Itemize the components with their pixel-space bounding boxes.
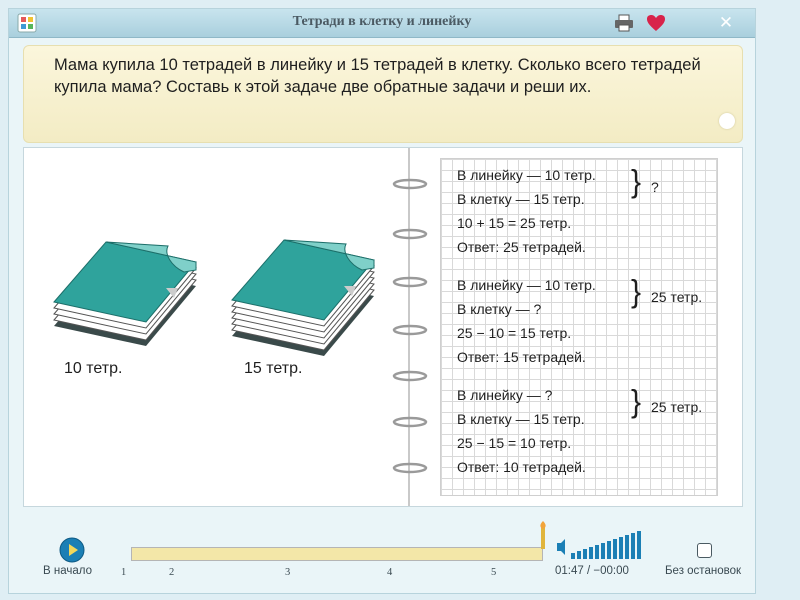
window-title: Тетради в клетку и линейку (292, 14, 472, 29)
brace: } (631, 274, 642, 310)
no-stop-checkbox[interactable] (697, 543, 712, 558)
spiral-ring (392, 228, 428, 240)
spiral-ring (392, 324, 428, 336)
timeline-tick[interactable]: 1 (121, 567, 127, 578)
solution-line: 10 + 15 = 25 тетр. (457, 215, 572, 231)
spiral-ring (392, 416, 428, 428)
app-window (8, 8, 756, 594)
close-button[interactable] (715, 13, 737, 33)
brace-label: 25 тетр. (651, 399, 703, 415)
solution-line: 25 − 10 = 15 тетр. (457, 325, 572, 341)
spiral-ring (392, 462, 428, 474)
solution-line: В линейку — ? (457, 387, 553, 403)
notebook-label-10: 10 тетр. (64, 360, 123, 377)
brace-label: ? (651, 179, 659, 195)
heart-icon (646, 14, 666, 32)
close-icon: ✕ (718, 13, 734, 32)
no-stop-label: Без остановок (665, 565, 741, 577)
solution-line: Ответ: 15 тетрадей. (457, 349, 586, 365)
spiral-ring (392, 370, 428, 382)
timeline-tick[interactable]: 5 (491, 567, 497, 578)
home-label: В начало (43, 565, 92, 577)
favorite-button[interactable] (645, 13, 667, 33)
timeline-tick[interactable]: 2 (169, 567, 175, 578)
timeline-track[interactable] (131, 547, 543, 561)
solution-line: Ответ: 25 тетрадей. (457, 239, 586, 255)
work-area (23, 147, 743, 507)
brace: } (631, 384, 642, 420)
task-panel (23, 45, 743, 143)
spiral-ring (392, 178, 428, 190)
brace-label: 25 тетр. (651, 289, 703, 305)
task-text: Мама купила 10 тетрадей в линейку и 15 тетрадей в клетку. Сколько всего тетрадей купила мама? Составь к этой задаче две обратные задачи и реши их. (54, 56, 701, 96)
task-marker-dot (719, 113, 735, 129)
solution-grid (440, 158, 718, 496)
solution-line: 25 − 15 = 10 тетр. (457, 435, 572, 451)
solution-line: В клетку — 15 тетр. (457, 191, 585, 207)
solution-line: В клетку — ? (457, 301, 542, 317)
solution-line: Ответ: 10 тетрадей. (457, 459, 586, 475)
speaker-icon (557, 539, 565, 555)
timeline-tick[interactable]: 4 (387, 567, 393, 578)
solution-line: В клетку — 15 тетр. (457, 411, 585, 427)
volume-control[interactable] (555, 531, 647, 561)
printer-icon (614, 14, 634, 32)
notebook-stack-10 (46, 226, 206, 366)
timeline-tick[interactable]: 3 (285, 567, 291, 578)
timeline-handle[interactable] (537, 521, 549, 549)
notebook-label-15: 15 тетр. (244, 360, 303, 377)
home-button[interactable] (59, 537, 85, 563)
title-bar (9, 9, 755, 38)
time-readout: 01:47 / −00:00 (555, 565, 629, 577)
notebook-stack-15 (224, 220, 384, 370)
solution-line: В линейку — 10 тетр. (457, 167, 596, 183)
timeline-progress (132, 548, 542, 560)
brace: } (631, 164, 642, 200)
solution-line: В линейку — 10 тетр. (457, 277, 596, 293)
print-button[interactable] (613, 13, 635, 33)
spiral-ring (392, 276, 428, 288)
